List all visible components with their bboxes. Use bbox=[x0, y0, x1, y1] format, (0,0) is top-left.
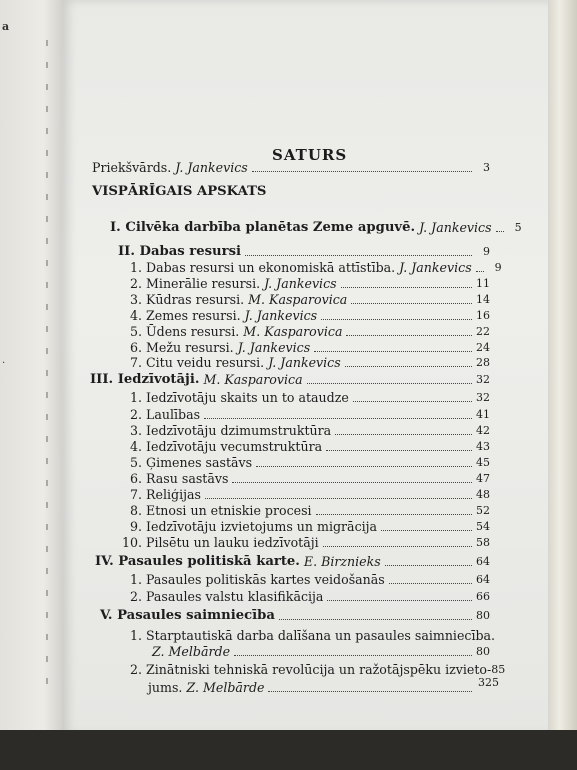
facing-page-edge bbox=[0, 0, 62, 770]
facing-page-mark: a bbox=[2, 20, 10, 33]
toc-entry-title: VISPĀRĪGAIS APSKATS bbox=[92, 184, 267, 199]
toc-entry bbox=[130, 355, 490, 370]
toc-page-number: 80 bbox=[476, 645, 490, 658]
toc-entry-title: 5. Ūdens resursi. bbox=[130, 324, 240, 339]
toc-page-number: 9 bbox=[483, 245, 490, 258]
toc-entry bbox=[130, 407, 490, 422]
toc-page-number: 42 bbox=[476, 424, 490, 437]
toc-entry-title: jums. bbox=[148, 680, 183, 695]
toc-page-number: 11 bbox=[476, 277, 490, 290]
toc-page-number: 43 bbox=[476, 440, 490, 453]
toc-entry-title: II. Dabas resursi bbox=[118, 244, 242, 259]
toc-entry bbox=[130, 439, 490, 454]
toc-entry-title: 7. Citu veidu resursi. bbox=[130, 355, 265, 370]
toc-page-number: 9 bbox=[494, 261, 502, 274]
toc-entry bbox=[130, 519, 490, 534]
toc-page-number: 24 bbox=[476, 341, 490, 354]
toc-heading bbox=[92, 184, 490, 199]
dot-leader bbox=[496, 231, 504, 232]
toc-entry-title: 1. Starptautiskā darba dalīšana un pasaules saimniecība. bbox=[130, 628, 496, 643]
toc-page-number: 64 bbox=[476, 555, 490, 568]
toc-page-number: 28 bbox=[476, 356, 490, 369]
dot-leader bbox=[307, 383, 472, 384]
toc-heading bbox=[110, 220, 522, 235]
toc-entry-author: J. Jankevics bbox=[268, 355, 341, 370]
dot-leader bbox=[268, 691, 472, 692]
toc-entry bbox=[130, 455, 490, 470]
dot-leader bbox=[205, 498, 472, 499]
toc-entry-title: 6. Mežu resursi. bbox=[130, 340, 234, 355]
toc-page-number: 52 bbox=[476, 504, 490, 517]
toc-entry bbox=[92, 160, 490, 175]
dot-leader bbox=[245, 255, 472, 256]
toc-entry-author: M. Kasparovica bbox=[248, 292, 348, 307]
dot-leader bbox=[353, 401, 472, 402]
toc-entry-author: J. Jankevics bbox=[419, 220, 492, 235]
toc-entry bbox=[130, 662, 506, 677]
dot-leader bbox=[234, 655, 472, 656]
toc-entry-author: J. Jankevics bbox=[399, 260, 472, 275]
toc-entry-title: 2. Laulības bbox=[130, 407, 201, 422]
dot-leader bbox=[476, 271, 484, 272]
toc-entry-title: I. Cilvēka darbība planētas Zeme apguvē. bbox=[110, 220, 416, 235]
toc-page-number: 32 bbox=[476, 391, 490, 404]
toc-entry bbox=[130, 471, 490, 486]
toc-entry-author: M. Kasparovica bbox=[243, 324, 343, 339]
toc-entry-author: M. Kasparovica bbox=[203, 372, 303, 387]
toc-entry bbox=[130, 503, 490, 518]
toc-page-number: 3 bbox=[483, 161, 490, 174]
toc-entry-title: 4. Zemes resursi. bbox=[130, 308, 241, 323]
toc-entry-title: 2. Minerālie resursi. bbox=[130, 276, 261, 291]
page-title: SATURS bbox=[272, 146, 348, 164]
dot-leader bbox=[323, 546, 472, 547]
dot-leader bbox=[316, 514, 472, 515]
toc-page-number: 5 bbox=[514, 221, 522, 234]
dot-leader bbox=[204, 418, 472, 419]
toc-entry-title: 9. Iedzīvotāju izvietojums un migrācija bbox=[130, 519, 378, 534]
dot-leader bbox=[346, 335, 472, 336]
page-number: 325 bbox=[478, 676, 499, 689]
toc-page-number: 16 bbox=[476, 309, 490, 322]
toc-entry-title: 1. Dabas resursi un ekonomiskā attīstība. bbox=[130, 260, 396, 275]
dot-leader bbox=[345, 366, 472, 367]
toc-entry-title: Priekšvārds. bbox=[92, 160, 172, 175]
toc-entry bbox=[130, 423, 490, 438]
toc-entry-title: 1. Iedzīvotāju skaits un to ataudze bbox=[130, 390, 349, 405]
toc-entry-title: 10. Pilsētu un lauku iedzīvotāji bbox=[122, 535, 319, 550]
toc-entry-title: IV. Pasaules politiskā karte. bbox=[95, 554, 300, 569]
toc-entry-author: Z. Melbārde bbox=[186, 680, 265, 695]
toc-heading bbox=[95, 554, 490, 569]
toc-page-number: 64 bbox=[476, 573, 490, 586]
toc-entry-title: 3. Kūdras resursi. bbox=[130, 292, 245, 307]
dot-leader bbox=[341, 287, 472, 288]
toc-entry bbox=[148, 680, 490, 695]
toc-entry bbox=[130, 390, 490, 405]
dot-leader bbox=[385, 565, 472, 566]
toc-page-number: 41 bbox=[476, 408, 490, 421]
toc-entry-title: 2. Zinātniski tehniskā revolūcija un ražotājspēku izvieto- bbox=[130, 662, 492, 677]
toc-page-number: 22 bbox=[476, 325, 490, 338]
dot-leader bbox=[381, 530, 472, 531]
toc-page-number: 48 bbox=[476, 488, 490, 501]
toc-entry-author: J. Jankevics bbox=[264, 276, 337, 291]
dot-leader bbox=[327, 600, 472, 601]
toc-entry-author: E. Birznieks bbox=[303, 554, 381, 569]
toc-entry bbox=[148, 644, 490, 659]
toc-page-number: 47 bbox=[476, 472, 490, 485]
toc-page-number: 85 bbox=[491, 663, 506, 676]
dot-leader bbox=[351, 303, 472, 304]
toc-entry-author: J. Jankevics bbox=[244, 308, 318, 323]
toc-entry bbox=[130, 572, 490, 587]
toc-entry-title: 8. Etnosi un etniskie procesi bbox=[130, 503, 312, 518]
toc-entry-title: 2. Pasaules valstu klasifikācija bbox=[130, 589, 324, 604]
toc-entry bbox=[130, 340, 490, 355]
toc-entry-title: III. Iedzīvotāji. bbox=[90, 372, 200, 387]
page-edge bbox=[548, 0, 577, 770]
toc-entry bbox=[122, 535, 490, 550]
toc-heading bbox=[90, 372, 490, 387]
toc-entry-title: 4. Iedzīvotāju vecumstruktūra bbox=[130, 439, 323, 454]
toc-heading bbox=[100, 608, 490, 623]
dot-leader bbox=[232, 482, 472, 483]
toc-page-number: 45 bbox=[476, 456, 490, 469]
toc-entry bbox=[130, 589, 490, 604]
dot-leader bbox=[321, 319, 472, 320]
toc-page-number: 54 bbox=[476, 520, 490, 533]
toc-entry bbox=[130, 324, 490, 339]
toc-entry bbox=[130, 628, 496, 643]
toc-entry-title: 1. Pasaules politiskās kartes veidošanās bbox=[130, 572, 385, 587]
toc-entry-title: 7. Reliģijas bbox=[130, 487, 201, 502]
toc-entry-author: J. Jankevics bbox=[175, 160, 248, 175]
toc-page-number: 32 bbox=[476, 373, 490, 386]
toc-entry-author: J. Jankevics bbox=[237, 340, 311, 355]
toc-page-number: 66 bbox=[476, 590, 490, 603]
toc-entry-title: 6. Rasu sastāvs bbox=[130, 471, 229, 486]
dot-leader bbox=[389, 583, 472, 584]
binding-stitches bbox=[46, 40, 48, 690]
dot-leader bbox=[335, 434, 472, 435]
toc-entry bbox=[130, 487, 490, 502]
table-surface bbox=[0, 730, 577, 770]
toc-entry-title: V. Pasaules saimniecība bbox=[100, 608, 275, 623]
dot-leader bbox=[279, 619, 472, 620]
dot-leader bbox=[326, 450, 472, 451]
facing-page-dot: . bbox=[2, 355, 6, 366]
toc-entry-title: 5. Ģimenes sastāvs bbox=[130, 455, 253, 470]
toc-entry-title: 3. Iedzīvotāju dzimumstruktūra bbox=[130, 423, 332, 438]
toc-entry bbox=[130, 276, 490, 291]
toc-page-number: 58 bbox=[476, 536, 490, 549]
toc-entry bbox=[130, 308, 490, 323]
toc-entry bbox=[130, 260, 502, 275]
toc-page-number: 14 bbox=[476, 293, 490, 306]
toc-page-number: 80 bbox=[476, 609, 490, 622]
dot-leader bbox=[252, 171, 472, 172]
toc-heading bbox=[118, 244, 490, 259]
toc-entry-author: Z. Melbārde bbox=[152, 644, 231, 659]
dot-leader bbox=[314, 351, 472, 352]
toc-entry bbox=[130, 292, 490, 307]
dot-leader bbox=[256, 466, 472, 467]
